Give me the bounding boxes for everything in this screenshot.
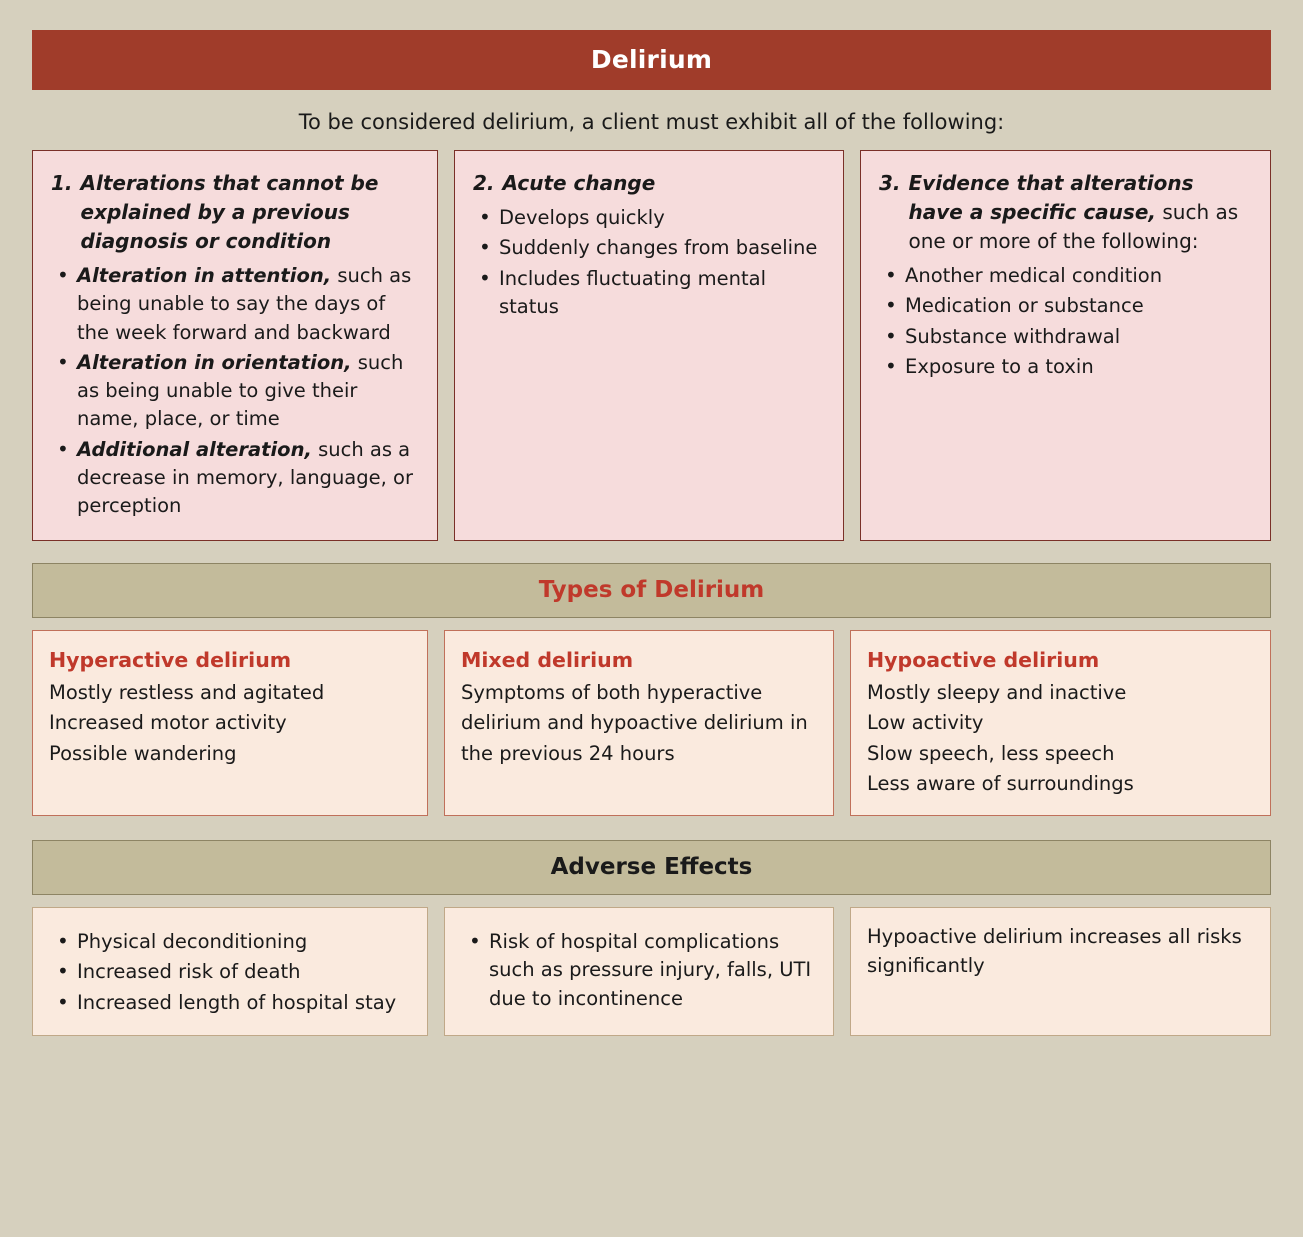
bullet-text: such as being unable to give their name, place, or time (77, 350, 404, 431)
adverse-effects-row (32, 907, 1271, 1036)
type-title: Hypoactive delirium (867, 648, 1100, 673)
bullet-lead: Alteration in orientation, (77, 350, 352, 374)
page-title: Delirium (32, 30, 1271, 90)
type-line: Mostly sleepy and inactive (867, 681, 1127, 705)
type-card-mixed (444, 630, 834, 816)
list-item (51, 262, 419, 347)
criteria-number-1: 1. (51, 171, 73, 195)
list-item (879, 353, 1252, 381)
criteria-card-1 (32, 150, 438, 541)
bullet-text: Increased length of hospital stay (77, 990, 397, 1014)
types-row (32, 630, 1271, 816)
type-line: Mostly restless and agitated (49, 681, 325, 705)
criteria-bullets-2 (473, 204, 825, 321)
criteria-card-2 (454, 150, 844, 541)
list-item (49, 958, 411, 986)
list-item (473, 204, 825, 232)
type-card-hypoactive (850, 630, 1271, 816)
bullet-lead: Alteration in attention, (77, 264, 332, 287)
list-item (51, 349, 419, 434)
adverse-text: Hypoactive delirium increases all risks significantly (867, 925, 1242, 978)
criteria-number-2: 2. (473, 171, 495, 195)
type-line: Less aware of surroundings (867, 771, 1134, 795)
bullet-text: Increased risk of death (77, 960, 301, 984)
bullet-text: Physical deconditioning (77, 930, 308, 954)
criteria-heading-2 (473, 169, 825, 198)
criteria-heading-text-2: Acute change (502, 171, 656, 195)
bullet-text: Substance withdrawal (905, 324, 1121, 348)
type-line: Symptoms of both hyperactive delirium and hypoactive delirium in the previous 24 hours (461, 681, 808, 765)
list-item (879, 262, 1252, 290)
criteria-number-3: 3. (879, 171, 901, 195)
type-card-hyperactive (32, 630, 428, 816)
criteria-heading-1 (51, 169, 419, 256)
criteria-heading-tail-3: such as one or more of the following: (908, 200, 1239, 253)
type-title: Hyperactive delirium (49, 648, 292, 673)
bullet-text: Another medical condition (905, 264, 1163, 287)
type-title: Mixed delirium (461, 648, 634, 673)
bullet-text: Medication or substance (905, 294, 1144, 318)
bullet-text: Includes fluctuating mental status (499, 266, 767, 318)
list-item (879, 323, 1252, 351)
criteria-card-3 (860, 150, 1271, 541)
bullet-text: Risk of hospital complications such as pressure injury, falls, UTI due to incontinence (489, 930, 812, 1010)
bullet-text: such as being unable to say the days of the week forward and backward (77, 264, 412, 344)
adverse-effects-banner: Adverse Effects (32, 840, 1271, 895)
type-line: Possible wandering (49, 741, 237, 765)
adverse-card-2 (444, 907, 834, 1036)
list-item (473, 265, 825, 322)
criteria-heading-text-1: Alterations that cannot be explained by a previous diagnosis or condition (80, 171, 379, 253)
adverse-card-3 (850, 907, 1271, 1036)
bullet-lead: Additional alteration, (77, 437, 312, 461)
criteria-bullets-3 (879, 262, 1252, 381)
list-item (51, 436, 419, 521)
intro-text: To be considered delirium, a client must exhibit all of the following: (298, 110, 1005, 134)
adverse-card-1 (32, 907, 428, 1036)
bullet-text: such as a decrease in memory, language, or perception (77, 437, 413, 518)
adverse-bullets-2 (461, 928, 817, 1013)
list-item (879, 292, 1252, 320)
criteria-row (32, 150, 1271, 541)
bullet-text: Exposure to a toxin (905, 354, 1094, 378)
list-item (473, 234, 825, 262)
type-line: Increased motor activity (49, 711, 287, 735)
criteria-bullets-1 (51, 262, 419, 520)
adverse-bullets-1 (49, 928, 411, 1017)
bullet-text: Develops quickly (499, 206, 665, 229)
list-item (461, 928, 817, 1013)
criteria-heading-text-3: Evidence that alterations have a specific cause, (908, 171, 1194, 224)
list-item (49, 928, 411, 956)
criteria-heading-3 (879, 169, 1252, 256)
types-banner: Types of Delirium (32, 563, 1271, 618)
bullet-text: Suddenly changes from baseline (499, 236, 818, 260)
list-item (49, 989, 411, 1017)
type-line: Low activity (867, 711, 984, 735)
type-line: Slow speech, less speech (867, 741, 1115, 765)
